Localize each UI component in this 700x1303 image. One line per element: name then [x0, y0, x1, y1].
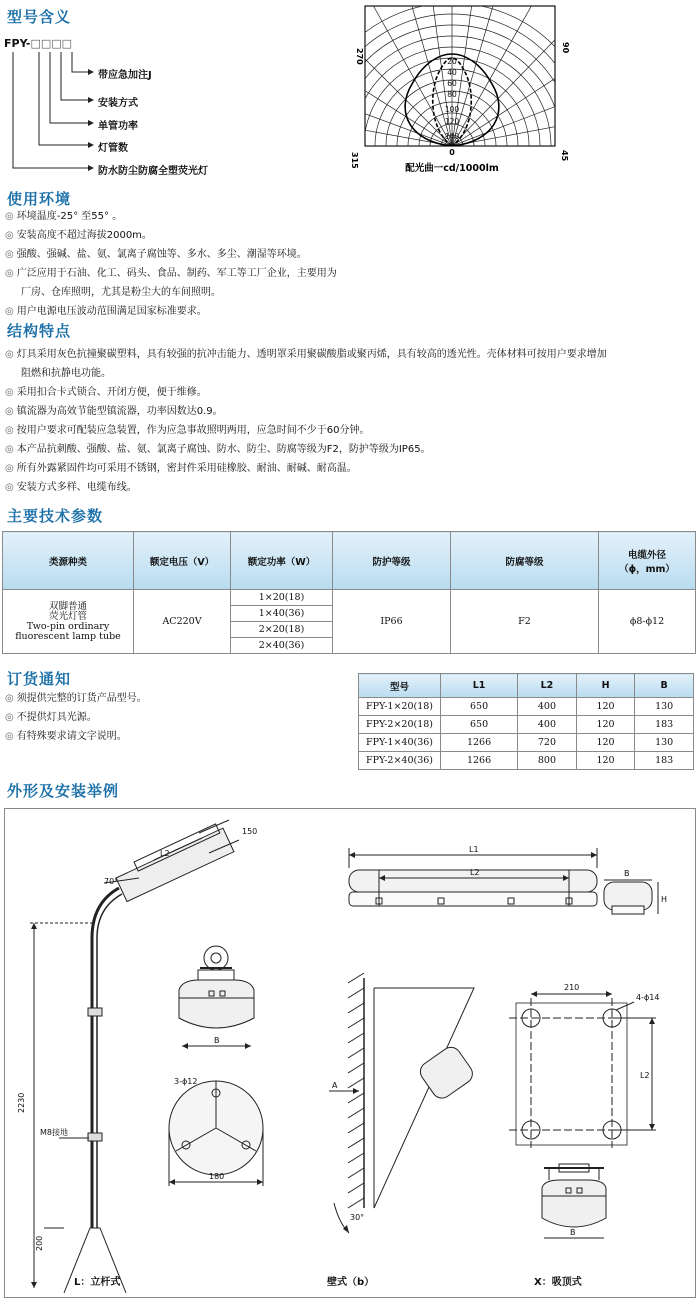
tech-section-title: 主要技术参数	[7, 507, 104, 525]
list-item: ◎ 镇流器为高效节能型镇流器，功率因数达0.9。	[5, 406, 223, 417]
ceiling-holes: 4-ϕ14	[636, 993, 660, 1002]
polar-label-270: 270	[355, 48, 364, 65]
list-item: ◎ 广泛应用于石油、化工、码头、食品、制药、军工等工厂企业，主要用为	[5, 268, 337, 279]
model-code-boxes: □□□□	[30, 37, 73, 50]
list-item: ◎ 环境温度-25° 至55° 。	[5, 211, 123, 222]
svg-text:40: 40	[447, 68, 457, 77]
list-item: 厂房、仓库照明，尤其是粉尘大的车间照明。	[21, 287, 221, 298]
tech-spec-table	[2, 531, 696, 654]
pole-base: 200	[35, 1235, 44, 1251]
corrosion-cell: F2	[451, 590, 599, 654]
table-row: FPY-2×40(36) 1266 800 120 183	[359, 752, 694, 770]
pole-bolt: M8接地	[40, 1128, 68, 1137]
model-meaning-2: 安装方式	[98, 98, 138, 109]
list-item: ◎ 所有外露紧固件均可采用不锈钢，密封件采用硅橡胶、耐油、耐碱、耐高温。	[5, 463, 357, 474]
svg-text:120: 120	[444, 117, 460, 126]
structure-section-title: 结构特点	[7, 322, 72, 340]
table-row: FPY-1×40(36) 1266 720 120 130	[359, 734, 694, 752]
ceiling-w: 210	[564, 983, 580, 992]
table-header: L2	[518, 674, 577, 698]
list-item: ◎ 不提供灯具光源。	[5, 712, 97, 723]
list-item: ◎ 须提供完整的订货产品型号。	[5, 693, 147, 704]
front-l2: L2	[470, 868, 480, 877]
polar-label-45: 45	[560, 150, 569, 162]
model-meaning-5: 防水防尘防腐全塑荧光灯	[98, 166, 208, 177]
table-header: 防护等级	[333, 532, 451, 590]
power-cell: 1×20(18)	[231, 590, 333, 606]
disk-dia: 180	[209, 1172, 225, 1181]
light-source-cell: 双脚普通 荧光灯管 Two-pin ordinary fluorescent lamp tube	[3, 590, 134, 654]
polar-label-0: 0	[449, 148, 455, 157]
table-header: B	[635, 674, 694, 698]
table-header: 额定电压（V）	[134, 532, 231, 590]
install-section-title: 外形及安装举例	[7, 782, 120, 800]
table-header: 型号	[359, 674, 441, 698]
wall-a: A	[332, 1081, 338, 1090]
installation-drawings	[4, 808, 696, 1298]
pole-height: 2230	[17, 1092, 26, 1113]
list-item: ◎ 灯具采用灰色抗撞聚碳塑料，具有较强的抗冲击能力、透明罩采用聚碳酸脂或聚丙烯，具有较高的透光性。壳体材料可按用户要求增加	[5, 349, 607, 360]
list-item: 阻燃和抗静电功能。	[21, 368, 111, 379]
list-item: ◎ 强酸、强碱、盐、氨、氯离子腐蚀等、多水、多尘、潮湿等环境。	[5, 249, 307, 260]
order-notes	[5, 689, 147, 746]
ceiling-l2: L2	[640, 1071, 650, 1080]
model-section-title: 型号含义	[7, 8, 72, 26]
svg-text:80: 80	[447, 90, 457, 99]
svg-text:20: 20	[447, 57, 457, 66]
model-meaning-4: 灯管数	[98, 143, 128, 154]
wall-caption: 壁式（b）	[327, 1277, 375, 1288]
svg-text:60: 60	[447, 79, 457, 88]
power-cell: 2×40(36)	[231, 638, 333, 654]
environment-section-title: 使用环境	[7, 190, 72, 208]
structure-list	[5, 345, 607, 497]
list-item: ◎ 本产品抗刺酸、强酸、盐、氨、氯离子腐蚀、防水、防尘、防腐等级为F2，防护等级为IP65。	[5, 444, 431, 455]
end-b: B	[624, 869, 630, 878]
list-item: ◎ 安装方式多样、电缆布线。	[5, 482, 137, 493]
pole-angle: 70°	[104, 877, 119, 886]
list-item: ◎ 安装高度不超过海拔2000m。	[5, 230, 152, 241]
environment-list	[5, 207, 337, 321]
order-section-title: 订货通知	[7, 670, 72, 688]
pole-dim-150: 150	[242, 827, 258, 836]
cable-cell: ϕ8-ϕ12	[599, 590, 696, 654]
table-header: 类源种类	[3, 532, 134, 590]
protection-cell: IP66	[333, 590, 451, 654]
pole-dim-l2: L2	[160, 849, 170, 858]
table-header: H	[576, 674, 635, 698]
table-row: FPY-1×20(18) 650 400 120 130	[359, 698, 694, 716]
table-header: 额定功率（W）	[231, 532, 333, 590]
list-item: ◎ 有特殊要求请文字说明。	[5, 731, 127, 742]
end-h: H	[661, 895, 668, 904]
list-item: ◎ 按用户要求可配装应急装置，作为应急事故照明两用，应急时间不少于60分钟。	[5, 425, 370, 436]
svg-text:140: 140	[444, 132, 460, 141]
model-code-leaders	[4, 50, 104, 180]
list-item: ◎ 用户电源电压波动范围满足国家标准要求。	[5, 306, 207, 317]
model-meaning-1: 带应急加注J	[98, 70, 152, 81]
ceiling-b: B	[570, 1228, 576, 1237]
table-header: L1	[441, 674, 518, 698]
polar-ring-100: 100	[444, 105, 460, 114]
polar-caption: 配光曲一cd/1000lm	[405, 163, 499, 174]
polar-label-90: 90	[561, 42, 570, 54]
ceiling-caption: X：吸顶式	[534, 1277, 582, 1288]
wall-angle: 30°	[350, 1213, 365, 1222]
polar-light-distribution-diagram	[340, 2, 580, 177]
order-dimension-table	[358, 673, 694, 770]
power-cell: 2×20(18)	[231, 622, 333, 638]
voltage-cell: AC220V	[134, 590, 231, 654]
model-code-prefix: FPY-	[4, 37, 31, 50]
table-header: 电缆外径 （ϕ，mm）	[599, 532, 696, 590]
section-b: B	[214, 1036, 220, 1045]
power-cell: 1×40(36)	[231, 606, 333, 622]
polar-label-315: 315	[350, 152, 359, 169]
table-header: 防腐等级	[451, 532, 599, 590]
model-meaning-3: 单管功率	[98, 121, 138, 132]
table-row: FPY-2×20(18) 650 400 120 183	[359, 716, 694, 734]
disk-holes: 3-ϕ12	[174, 1077, 198, 1086]
front-l1: L1	[469, 845, 479, 854]
model-code	[4, 37, 72, 50]
list-item: ◎ 采用扣合卡式锁合、开闭方便，便于维修。	[5, 387, 207, 398]
pole-caption: L：立杆式	[74, 1277, 121, 1288]
